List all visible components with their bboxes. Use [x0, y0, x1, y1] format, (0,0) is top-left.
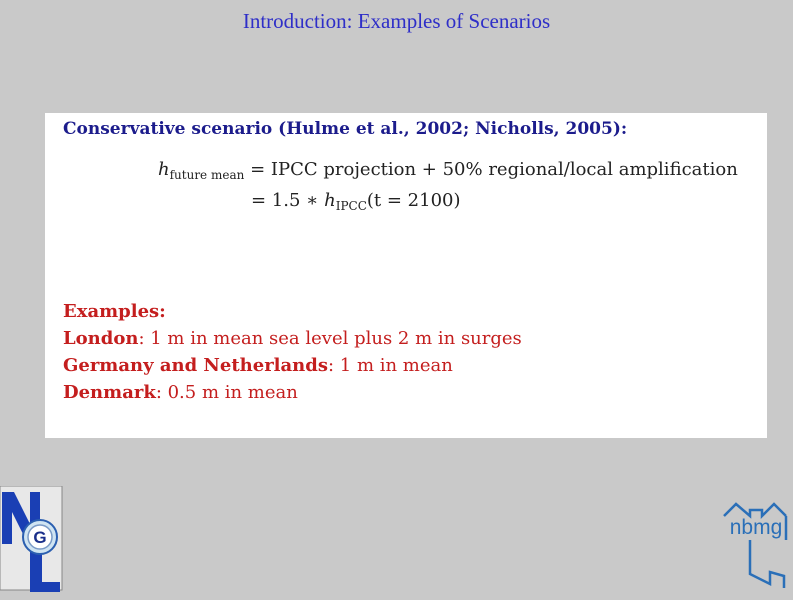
example-item: [63, 379, 522, 406]
svg-text:G: G: [33, 528, 47, 547]
examples-block: [63, 298, 522, 406]
equation-line-2: [251, 190, 461, 213]
equation-line-2-suffix: (t = 2100): [366, 190, 461, 211]
example-item: [63, 325, 522, 352]
example-detail: : 1 m in mean: [327, 355, 453, 376]
equation-line-1: [158, 159, 738, 182]
equation-lhs-symbol: h: [158, 159, 170, 180]
example-place: Denmark: [63, 382, 156, 403]
examples-heading: Examples:: [63, 301, 166, 322]
example-detail: : 0.5 m in mean: [155, 382, 298, 403]
ngl-logo: [0, 486, 66, 596]
equation-lhs-subscript: future mean: [169, 168, 245, 182]
example-place: London: [63, 328, 139, 349]
scenario-heading: Conservative scenario (Hulme et al., 2002; Nicholls, 2005):: [63, 119, 628, 139]
equation-line-2-symbol: h: [324, 190, 336, 211]
nbmg-logo: [712, 496, 793, 596]
ngl-logo-graphic: [0, 486, 66, 596]
nbmg-logo-graphic: [712, 496, 793, 596]
equation-line-1-rhs: = IPCC projection + 50% regional/local amplification: [250, 159, 738, 180]
slide-title: Introduction: Examples of Scenarios: [242, 9, 551, 33]
example-item: [63, 352, 522, 379]
equation-line-2-subscript: IPCC: [335, 199, 367, 213]
svg-text:nbmg: nbmg: [729, 516, 783, 539]
example-detail: : 1 m in mean sea level plus 2 m in surges: [138, 328, 522, 349]
example-place: Germany and Netherlands: [63, 355, 328, 376]
equation-line-2-prefix: = 1.5 ∗: [251, 190, 325, 211]
content-panel: [45, 113, 767, 438]
